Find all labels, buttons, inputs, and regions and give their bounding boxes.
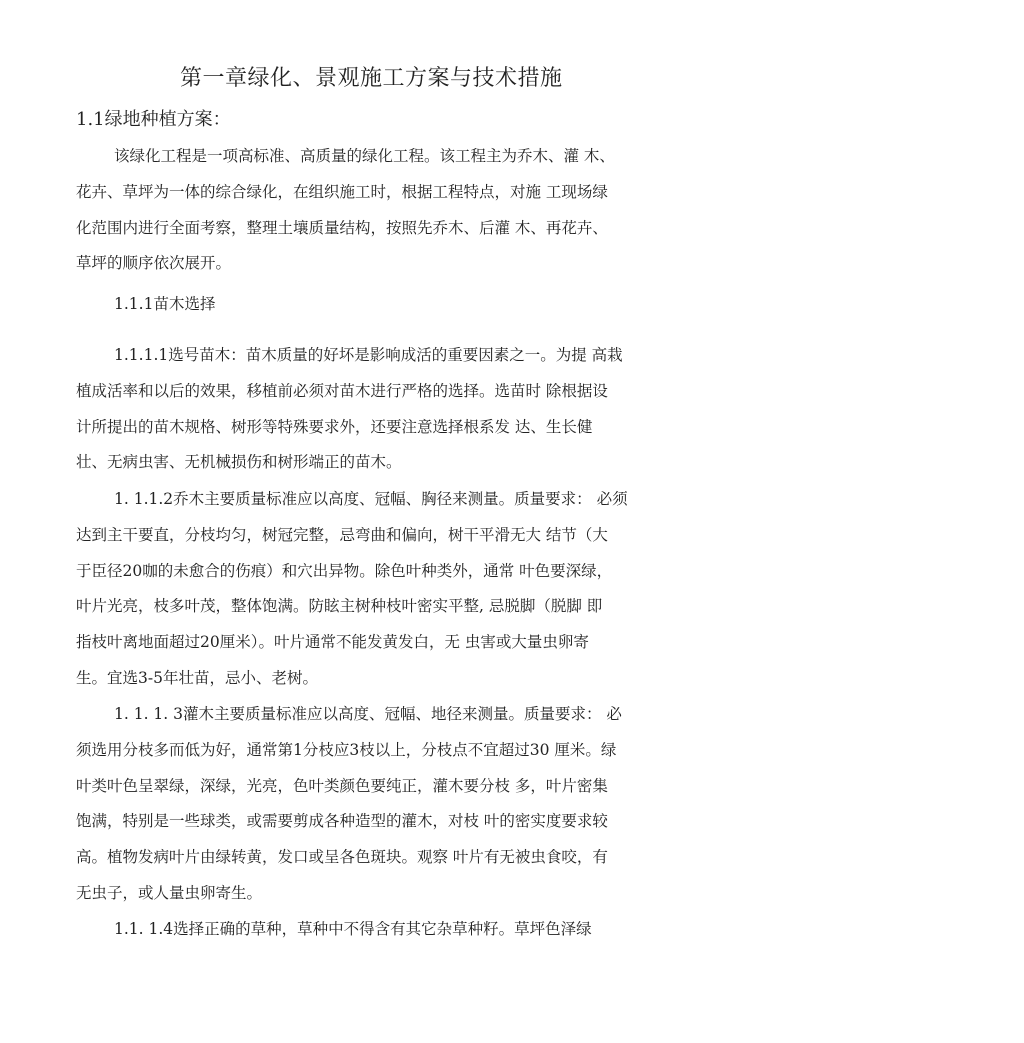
paragraph-line: 壮、无病虫害、无机械损伤和树形端正的苗木。 <box>76 453 402 472</box>
paragraph-line: 达到主干要直，分枝均匀，树冠完整，忌弯曲和偏向，树干平滑无大 结节（大 <box>76 525 608 544</box>
paragraph-line: 须选用分枝多而低为好，通常第1分枝应3枝以上，分枝点不宜超过30 厘米。绿 <box>76 740 617 759</box>
paragraph-line: 1.1. 1.4选择正确的草种，草种中不得含有其它杂草种籽。草坪色泽绿 <box>114 920 592 938</box>
paragraph-line: 计所提出的苗木规格、树形等特殊要求外，还要注意选择根系发 达、生长健 <box>76 417 593 436</box>
paragraph-line: 化范围内进行全面考察，整理土壤质量结构，按照先乔木、后灌 木、再花卉、 <box>76 218 608 237</box>
intro-paragraph <box>76 139 676 282</box>
paragraph-line: 无虫子，或人量虫卵寄生。 <box>76 883 263 902</box>
chapter-title: 第一章绿化、景观施工方案与技术措施 <box>180 66 563 91</box>
paragraph-line: 高。植物发病叶片由绿转黄，发口或呈各色斑块。观察 叶片有无被虫食咬，有 <box>76 848 608 867</box>
paragraph-line: 花卉、草坪为一体的综合绿化，在组织施工时，根据工程特点，对施 工现场绿 <box>76 182 608 201</box>
paragraph-line: 于臣径20咖的未愈合的伤痕）和穴出异物。除色叶种类外，通常 叶色要深绿， <box>76 561 613 580</box>
paragraph-line: 叶类叶色呈翠绿，深绿，光亮，色叶类颜色要纯正，灌木要分枝 多，叶片密集 <box>76 776 608 795</box>
paragraph-line: 1. 1.1.2乔木主要质量标准应以高度、冠幅、胸径来测量。质量要求： 必须 <box>114 490 628 508</box>
paragraph-1114 <box>76 912 676 948</box>
paragraph-line: 1. 1. 1. 3灌木主要质量标准应以高度、冠幅、地径来测量。质量要求： 必 <box>114 705 622 723</box>
subsection-heading: 1.1.1苗木选择 <box>114 295 216 313</box>
section-heading: 1.1绿地种植方案： <box>76 109 231 130</box>
paragraph-line: 该绿化工程是一项高标准、高质量的绿化工程。该工程主为乔木、灌 木、 <box>114 147 615 165</box>
paragraph-line: 草坪的顺序依次展开。 <box>76 254 232 273</box>
paragraph-line: 生。宜选3-5年壮苗，忌小、老树。 <box>76 668 318 687</box>
paragraph-line: 指枝叶离地面超过20厘米）。叶片通常不能发黄发白，无 虫害或大量虫卵寄 <box>76 633 589 652</box>
paragraph-line: 叶片光亮，枝多叶茂，整体饱满。防眩主树种枝叶密实平整, 忌脱脚（脱脚 即 <box>76 597 603 616</box>
paragraph-line: 饱满，特别是一些球类，或需要剪成各种造型的灌木，对枝 叶的密实度要求较 <box>76 812 608 831</box>
paragraph-line: 植成活率和以后的效果，移植前必须对苗木进行严格的选择。选苗时 除根据设 <box>76 381 608 400</box>
paragraph-1111 <box>76 338 676 481</box>
paragraph-1112 <box>76 482 676 697</box>
paragraph-1113 <box>76 697 676 912</box>
paragraph-line: 1.1.1.1选号苗木：苗木质量的好坏是影响成活的重要因素之一。为提 高栽 <box>114 346 623 364</box>
